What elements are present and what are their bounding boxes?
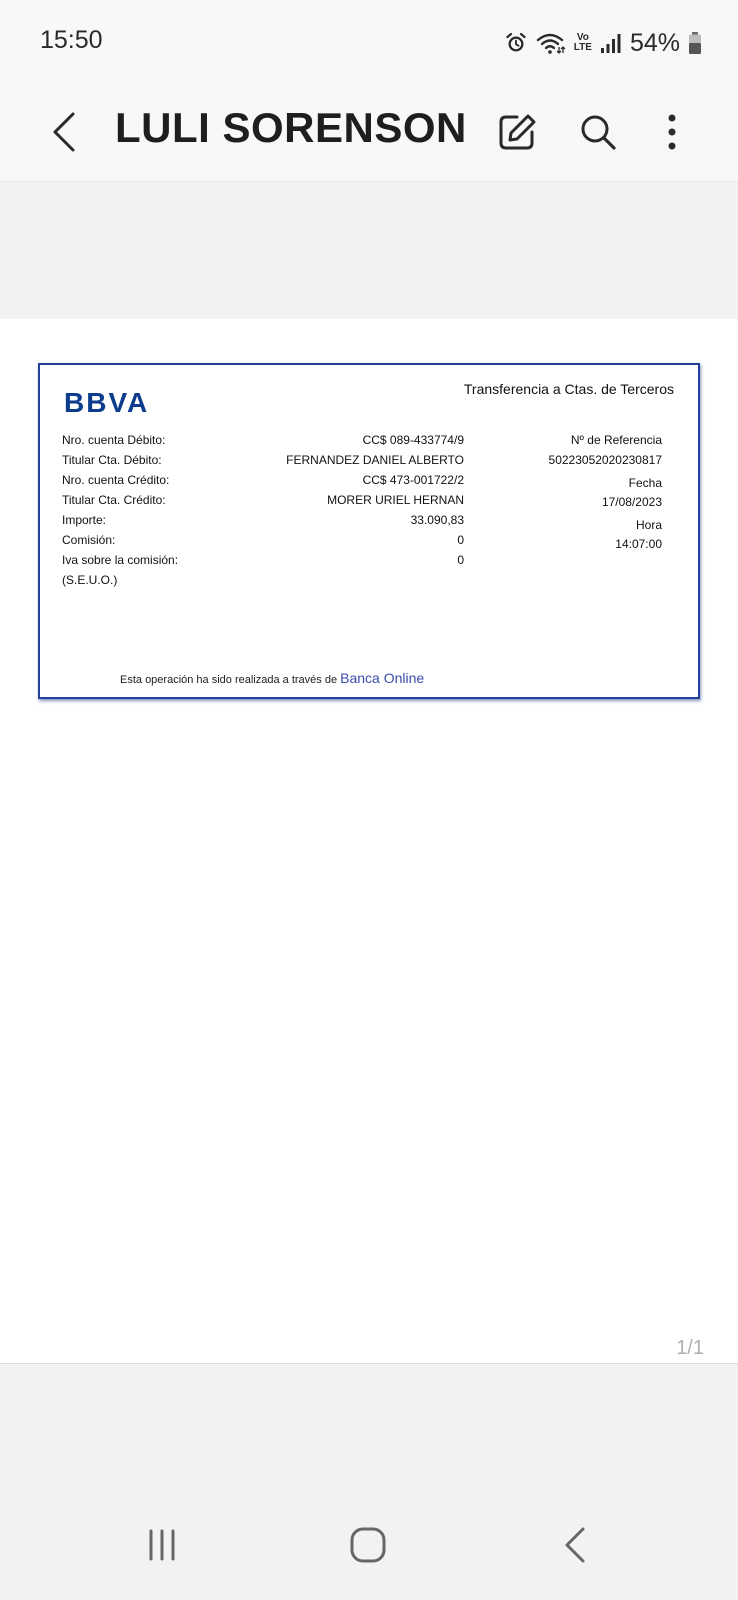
receipt-title: Transferencia a Ctas. de Terceros (463, 381, 674, 397)
label-credit-holder: Titular Cta. Crédito: (62, 493, 166, 507)
recent-apps-button[interactable] (132, 1520, 192, 1570)
app-bar (0, 84, 738, 182)
signal-icon (600, 32, 622, 54)
back-button[interactable] (44, 102, 84, 162)
edit-button[interactable] (492, 104, 542, 160)
search-button[interactable] (573, 104, 623, 160)
label-amount: Importe: (62, 513, 107, 527)
value-commission-vat: 0 (457, 553, 464, 567)
status-bar (0, 0, 738, 84)
document-top-margin (0, 182, 738, 319)
more-vert-icon (666, 112, 678, 152)
value-debit-holder: FERNANDEZ DANIEL ALBERTO (286, 453, 464, 467)
label-commission: Comisión: (62, 533, 116, 547)
home-icon (349, 1526, 387, 1564)
document-title: LULI SORENSON (115, 104, 467, 151)
label-credit-account: Nro. cuenta Crédito: (62, 473, 170, 487)
document-page[interactable] (0, 319, 738, 1364)
volte-bottom: LTE (573, 42, 592, 53)
alarm-icon (504, 31, 528, 55)
nav-back-button[interactable] (545, 1520, 605, 1570)
more-options-button[interactable] (647, 104, 697, 160)
reference-label: Nº de Referencia (570, 433, 662, 447)
wifi-icon (536, 31, 566, 55)
label-commission-vat: Iva sobre la comisión: (62, 553, 179, 567)
home-button[interactable] (338, 1520, 398, 1570)
label-debit-account: Nro. cuenta Débito: (62, 433, 166, 447)
transfer-receipt (38, 363, 700, 699)
back-icon (563, 1526, 587, 1564)
volte-indicator (574, 33, 592, 53)
value-amount: 33.090,83 (410, 513, 464, 527)
battery-icon (688, 31, 702, 55)
date-value: 17/08/2023 (601, 495, 662, 509)
value-commission: 0 (457, 533, 464, 547)
edit-icon (497, 112, 537, 152)
time-label: Hora (635, 518, 662, 532)
value-credit-holder: MORER URIEL HERNAN (327, 493, 464, 507)
volte-top: Vo (576, 32, 589, 43)
bbva-logo: BBVA (64, 387, 150, 418)
label-debit-holder: Titular Cta. Débito: (62, 453, 162, 467)
footer-text: Esta operación ha sido realizada a través de (120, 674, 338, 686)
back-arrow-icon (51, 112, 77, 152)
recent-apps-icon (145, 1528, 179, 1562)
time-value: 14:07:00 (615, 537, 662, 551)
value-credit-account: CC$ 473-001722/2 (362, 473, 464, 487)
reference-number: 50223052020230817 (548, 453, 662, 467)
label-seuo: (S.E.U.O.) (62, 573, 118, 587)
page-indicator: 1/1 (676, 1337, 704, 1359)
value-debit-account: CC$ 089-433774/9 (362, 433, 464, 447)
date-label: Fecha (628, 476, 662, 490)
receipt-footer (120, 670, 424, 686)
search-icon (578, 112, 618, 152)
battery-percent: 54% (629, 28, 680, 57)
banca-online-label: Banca Online (340, 670, 425, 686)
status-icons (504, 26, 702, 60)
navigation-bar (0, 1490, 738, 1600)
status-time: 15:50 (40, 26, 103, 54)
